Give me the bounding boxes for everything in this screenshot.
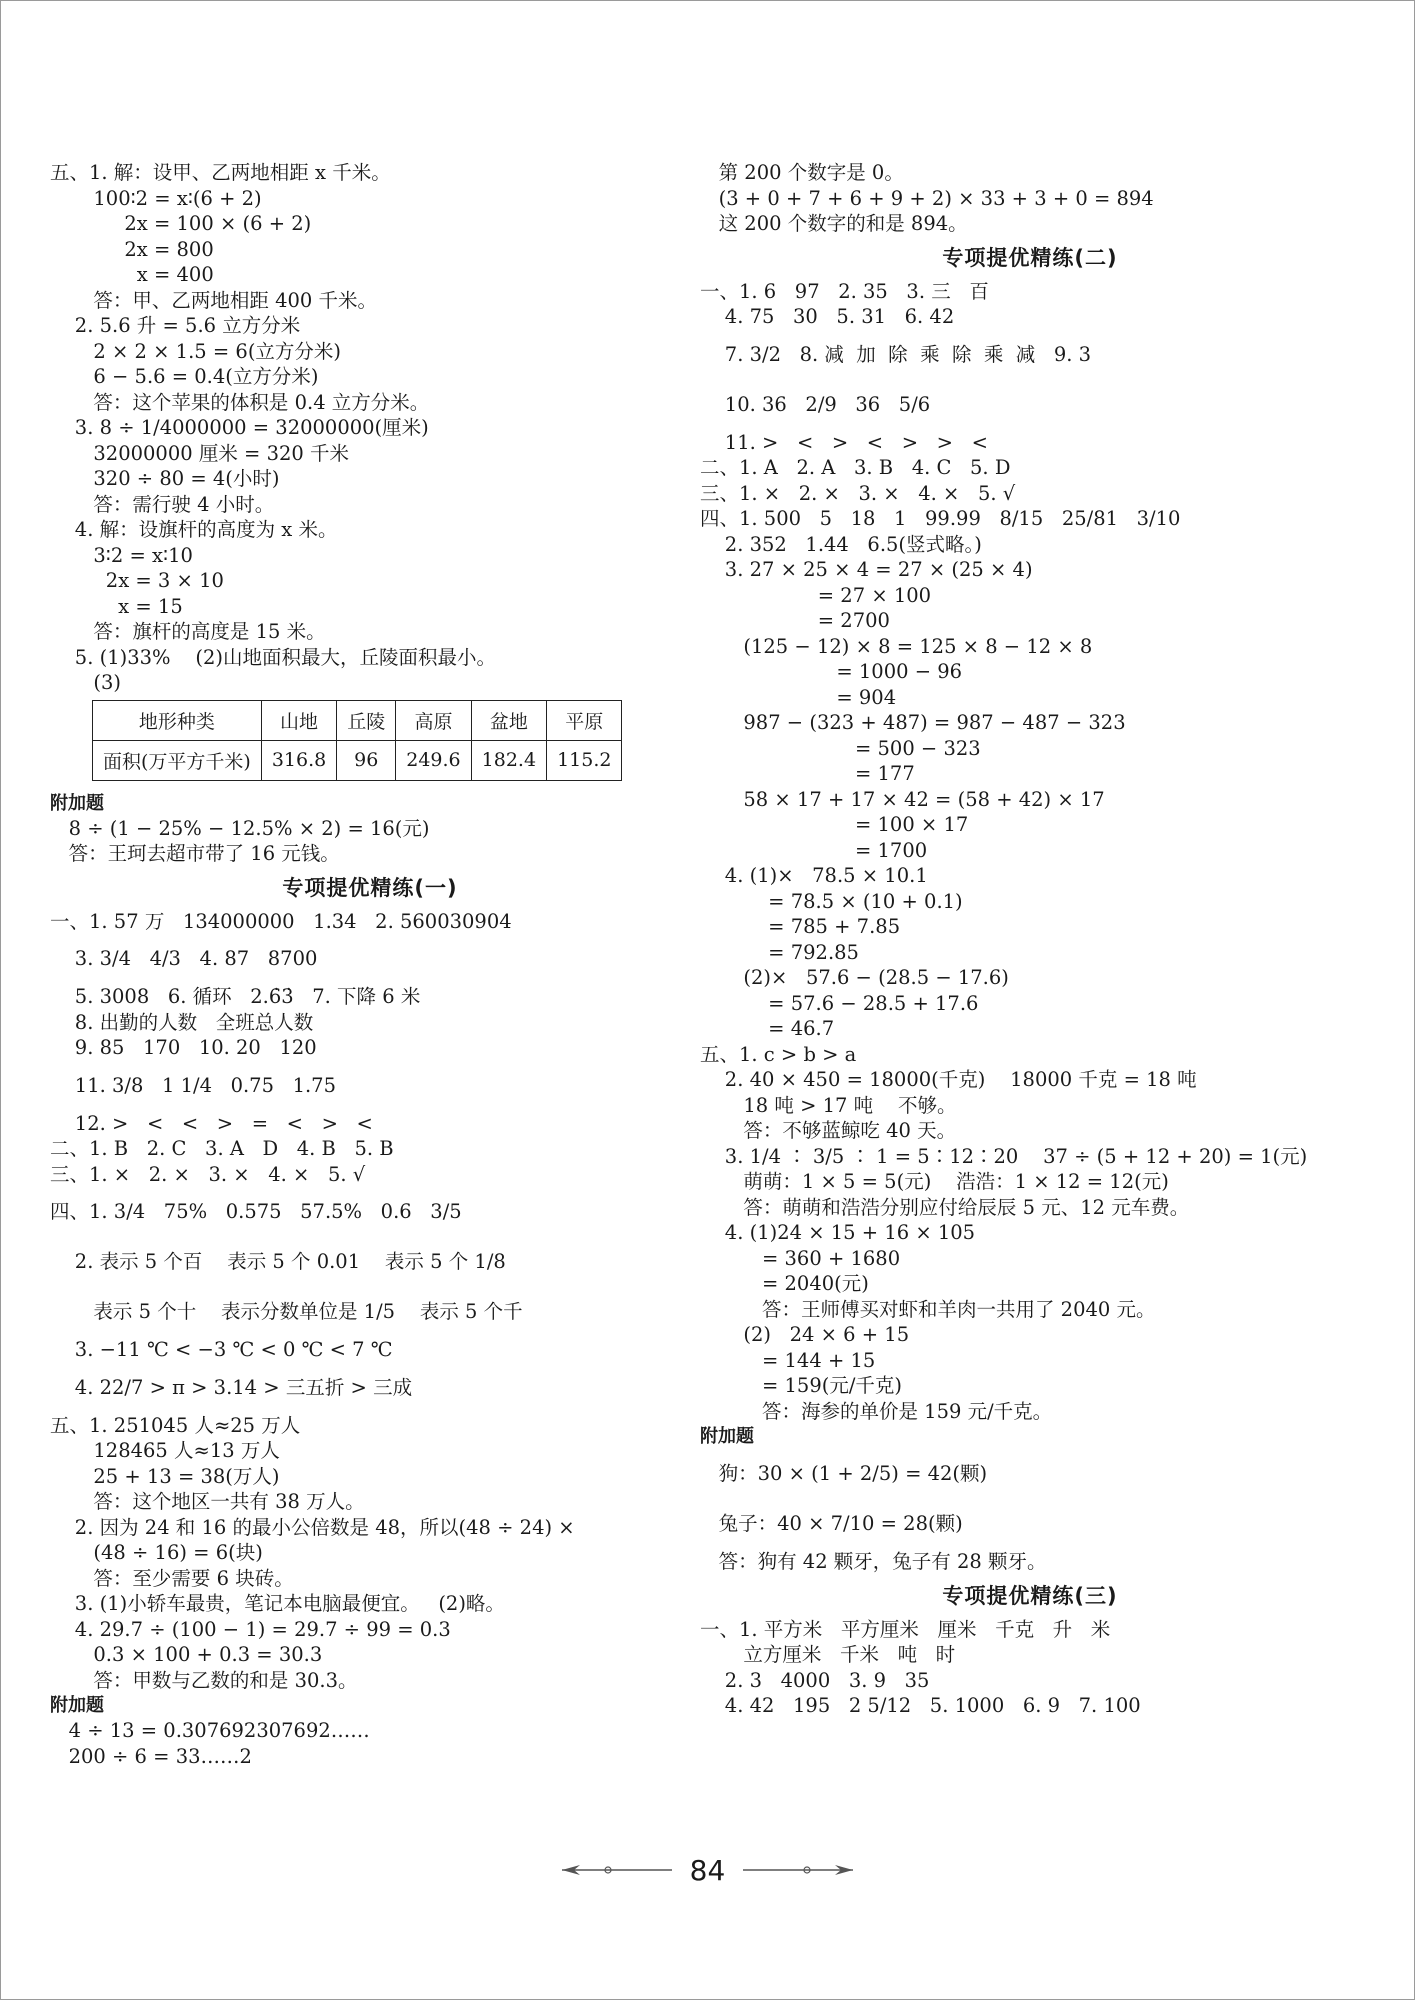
- answer-line: 4. 42 195 2 5/12 5. 1000 6. 9 7. 100: [700, 1694, 1141, 1717]
- right-ornament-icon: [739, 1862, 857, 1878]
- answer-line: 4. 75 30 5. 31 6. 42: [700, 305, 955, 328]
- answer-line: 3. 27 × 25 × 4 = 27 × (25 × 4): [700, 558, 1033, 581]
- answer-line: 立方厘米 千米 吨 时: [700, 1643, 956, 1666]
- answer-line: = 1000 − 96: [700, 660, 963, 683]
- answer-line: = 2700: [700, 609, 890, 632]
- answer-line: 2. 40 × 450 = 18000(千克) 18000 千克 = 18 吨: [700, 1068, 1197, 1091]
- answer-line: 8. 出勤的人数 全班总人数: [50, 1010, 314, 1034]
- answer-line: (3): [50, 671, 122, 694]
- table-header-row: [93, 700, 622, 740]
- section-title-2: 专项提优精练(二): [942, 245, 1118, 270]
- answer-line: 三、1. × 2. × 3. × 4. × 5. √: [50, 1162, 366, 1186]
- answer-line: x = 15: [50, 594, 183, 618]
- extra-question-answers-2: [50, 1718, 690, 1769]
- answer-line: 2. 表示 5 个百 表示 5 个 0.01 表示 5 个 1/8: [50, 1250, 506, 1273]
- answer-line: 4. (1)× 78.5 × 10.1: [700, 864, 928, 887]
- answer-line: = 27 × 100: [700, 583, 932, 607]
- table-cell: 面积(万平方千米): [93, 740, 262, 780]
- section1-part-1: [50, 909, 690, 1137]
- answer-line: = 785 + 7.85: [700, 915, 901, 938]
- answer-line: 320 ÷ 80 = 4(小时): [50, 467, 280, 490]
- answer-line: 答：这个地区一共有 38 万人。: [50, 1490, 365, 1513]
- answer-line: 答：至少需要 6 块砖。: [50, 1566, 294, 1590]
- answer-line: = 2040(元): [700, 1272, 869, 1295]
- table-cell: 249.6: [396, 740, 471, 780]
- answer-line: 五、1. 251045 人≈25 万人: [50, 1413, 301, 1437]
- answer-line: 11. 3/8 1 1/4 0.75 1.75: [50, 1073, 336, 1097]
- section2-part-2: [700, 455, 1360, 532]
- answer-line: 8 ÷ (1 − 25% − 12.5% × 2) = 16(元): [50, 816, 430, 840]
- answer-line: 一、1. 平方米 平方厘米 厘米 千克 升 米: [700, 1617, 1111, 1641]
- answer-line: 2. 5.6 升 = 5.6 立方分米: [50, 314, 301, 337]
- section3-answers: [700, 1617, 1360, 1719]
- answer-line: 五、1. 解：设甲、乙两地相距 x 千米。: [50, 161, 391, 184]
- answer-line: 四、1. 500 5 18 1 99.99 8/15 25/81 3/10: [700, 507, 1181, 530]
- answer-line: 五、1. c > b > a: [700, 1042, 857, 1066]
- answer-line: 3. 8 ÷ 1/4000000 = 32000000(厘米): [50, 416, 429, 439]
- answer-line: 答：萌萌和浩浩分别应付给辰辰 5 元、12 元车费。: [700, 1195, 1190, 1219]
- answer-line: 3. −11 ℃ < −3 ℃ < 0 ℃ < 7 ℃: [50, 1338, 393, 1361]
- answer-line: 兔子：40 × 7/10 = 28(颗): [700, 1512, 963, 1535]
- table-cell: 丘陵: [337, 700, 396, 740]
- answer-line: 2x = 800: [50, 237, 214, 261]
- answer-line: 答：需行驶 4 小时。: [50, 492, 275, 516]
- answer-line: 2. 352 1.44 6.5(竖式略。): [700, 532, 982, 556]
- answer-line: (48 ÷ 16) = 6(块): [50, 1541, 263, 1564]
- extra-question-heading-3: 附加题: [700, 1426, 754, 1447]
- answer-line: 2x = 100 × (6 + 2): [50, 212, 312, 235]
- answer-line: 5. (1)33% (2)山地面积最大，丘陵面积最小。: [50, 645, 496, 669]
- answer-line: 4. (1)24 × 15 + 16 × 105: [700, 1221, 976, 1244]
- answer-line: 3. 1/4 ∶ 3/5 ∶ 1 = 5∶12∶20 37 ÷ (5 + 12 + 20) = 1(元): [700, 1144, 1308, 1168]
- table-row: [93, 740, 622, 780]
- answer-line: 128465 人≈13 万人: [50, 1439, 280, 1462]
- answer-line: 18 吨 > 17 吨 不够。: [700, 1093, 957, 1117]
- answer-line: 58 × 17 + 17 × 42 = (58 + 42) × 17: [700, 787, 1105, 811]
- answer-line: (125 − 12) × 8 = 125 × 8 − 12 × 8: [700, 634, 1093, 658]
- extra-question-heading-2: 附加题: [50, 1695, 104, 1716]
- answer-line: 2. 3 4000 3. 9 35: [700, 1668, 930, 1692]
- table-cell: 115.2: [547, 740, 622, 780]
- table-cell: 盆地: [471, 700, 546, 740]
- answer-line: = 46.7: [700, 1017, 835, 1040]
- answer-line: = 78.5 × (10 + 0.1): [700, 889, 963, 913]
- answer-line: 4. 22/7 > π > 3.14 > 三五折 > 三成: [50, 1375, 413, 1399]
- answer-line: = 1700: [700, 838, 928, 862]
- table-cell: 地形种类: [93, 700, 262, 740]
- answer-line: (2) 24 × 6 + 15: [700, 1323, 910, 1346]
- answer-line: 萌萌：1 × 5 = 5(元) 浩浩：1 × 12 = 12(元): [700, 1170, 1169, 1193]
- right-column: [700, 160, 1360, 1719]
- section1-part-3: [50, 1187, 690, 1413]
- answer-line: 12. > < < > = < > <: [50, 1111, 373, 1135]
- answer-line: 5. 3008 6. 循环 2.6̇3̇ 7. 下降 6 米: [50, 985, 421, 1008]
- answer-line: 表示 5 个十 表示分数单位是 1/5 表示 5 个千: [50, 1300, 523, 1323]
- section1-part-2: [50, 1136, 690, 1187]
- answer-line: 987 − (323 + 487) = 987 − 487 − 323: [700, 711, 1126, 734]
- left-answers-block: [50, 160, 690, 696]
- answer-line: 10. 36 2/9 36 5/6: [700, 392, 931, 416]
- answer-line: (3 + 0 + 7 + 6 + 9 + 2) × 33 + 3 + 0 = 894: [700, 186, 1154, 210]
- answer-line: = 360 + 1680: [700, 1246, 901, 1270]
- answer-line: 答：海参的单价是 159 元/千克。: [700, 1399, 1053, 1423]
- answer-line: 3. (1)小轿车最贵，笔记本电脑最便宜。 (2)略。: [50, 1592, 505, 1615]
- table-cell: 96: [337, 740, 396, 780]
- answer-line: = 57.6 − 28.5 + 17.6: [700, 991, 979, 1015]
- answer-line: 3∶2 = x∶10: [50, 543, 193, 567]
- terrain-area-table: [92, 700, 622, 781]
- answer-line: = 159(元/千克): [700, 1374, 903, 1397]
- answer-line: 二、1. B 2. C 3. A D 4. B 5. B: [50, 1137, 394, 1160]
- answer-line: 第 200 个数字是 0。: [700, 161, 904, 184]
- answer-line: 2. 因为 24 和 16 的最小公倍数是 48，所以(48 ÷ 24) ×: [50, 1515, 575, 1539]
- answer-line: 狗：30 × (1 + 2/5) = 42(颗): [700, 1462, 988, 1485]
- answer-line: 答：甲数与乙数的和是 30.3。: [50, 1668, 358, 1692]
- answer-line: (2)× 57.6 − (28.5 − 17.6): [700, 966, 1009, 989]
- answer-line: = 177: [700, 762, 915, 785]
- left-ornament-icon: [558, 1862, 676, 1878]
- answer-line: = 792.85: [700, 940, 859, 964]
- section2-part-4: [700, 1042, 1360, 1425]
- section-title-1: 专项提优精练(一): [282, 875, 458, 900]
- answer-line: 25 + 13 = 38(万人): [50, 1464, 280, 1488]
- answer-line: 100∶2 = x∶(6 + 2): [50, 186, 262, 210]
- answer-line: 一、1. 6 97 2. 35 3. 三 百: [700, 279, 989, 303]
- answer-line: 二、1. A 2. A 3. B 4. C 5. D: [700, 456, 1011, 479]
- section-title-3: 专项提优精练(三): [942, 1583, 1118, 1608]
- table-cell: 316.8: [261, 740, 336, 780]
- answer-line: 这 200 个数字的和是 894。: [700, 212, 968, 235]
- answer-line: 4. 29.7 ÷ (100 − 1) = 29.7 ÷ 99 = 0.3: [50, 1617, 451, 1641]
- right-top-block: [700, 160, 1360, 237]
- answer-line: 4 ÷ 13 = 0.307692307692……: [50, 1719, 370, 1742]
- extra-question-heading-1: 附加题: [50, 792, 104, 814]
- answer-line: 7. 3/2 8. 减 加 除 乘 除 乘 减 9. 3: [700, 342, 1092, 366]
- table-cell: 高原: [396, 700, 471, 740]
- page-footer: [0, 1845, 1415, 1895]
- answer-line: = 904: [700, 685, 897, 709]
- answer-line: 9. 85 170 10. 20 120: [50, 1036, 317, 1059]
- table-cell: 182.4: [471, 740, 546, 780]
- answer-line: 3. 3/4 4/3 4. 87 8700: [50, 947, 318, 970]
- answer-line: 0.3 × 100 + 0.3 = 30.3: [50, 1643, 323, 1666]
- extra-question-answers-3: [700, 1449, 1360, 1575]
- answer-line: 32000000 厘米 = 320 千米: [50, 441, 349, 465]
- answer-line: 答：甲、乙两地相距 400 千米。: [50, 288, 378, 312]
- answer-line: 11. > < > < > > <: [700, 430, 988, 454]
- answer-line: 三、1. × 2. × 3. × 4. × 5. √: [700, 481, 1016, 505]
- answer-line: 2 × 2 × 1.5 = 6(立方分米): [50, 339, 342, 363]
- answer-line: 2x = 3 × 10: [50, 569, 224, 592]
- answer-line: = 500 − 323: [700, 736, 981, 760]
- answer-line: 答：旗杆的高度是 15 米。: [50, 620, 326, 643]
- answer-line: 4. 解：设旗杆的高度为 x 米。: [50, 518, 338, 541]
- answer-line: 答：狗有 42 颗牙，兔子有 28 颗牙。: [700, 1550, 1047, 1573]
- answer-line: 答：不够蓝鲸吃 40 天。: [700, 1119, 957, 1142]
- left-column: [50, 160, 690, 1769]
- answer-line: 一、1. 57 万 134000000 1.34 2. 560030904: [50, 909, 512, 933]
- answer-line: 答：王师傅买对虾和羊肉一共用了 2040 元。: [700, 1297, 1156, 1321]
- answer-line: x = 400: [50, 263, 214, 286]
- table-cell: 山地: [261, 700, 336, 740]
- answer-line: = 100 × 17: [700, 813, 969, 836]
- table-cell: 平原: [547, 700, 622, 740]
- answer-line: 6 − 5.6 = 0.4(立方分米): [50, 365, 319, 388]
- section2-part-1: [700, 279, 1360, 456]
- section1-part-4: [50, 1413, 690, 1694]
- answer-line: = 144 + 15: [700, 1348, 876, 1372]
- section2-part-3: [700, 532, 1360, 1042]
- answer-line: 四、1. 3/4 75% 0.575 57.5% 0.6 3/5: [50, 1200, 462, 1223]
- answer-line: 200 ÷ 6 = 33……2: [50, 1744, 252, 1768]
- answer-line: 答：王珂去超市带了 16 元钱。: [50, 842, 340, 865]
- page-number: 84: [689, 1853, 726, 1887]
- extra-question-answers-1: [50, 816, 690, 867]
- answer-line: 答：这个苹果的体积是 0.4 立方分米。: [50, 390, 430, 414]
